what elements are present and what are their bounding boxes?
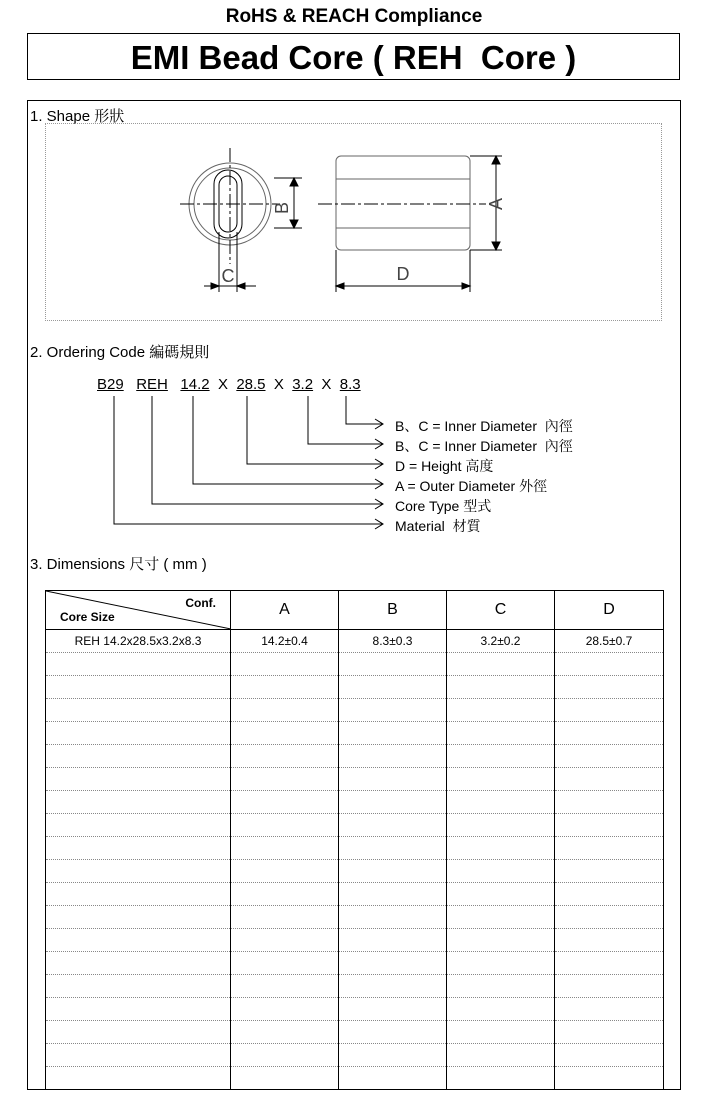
table-cell-empty (447, 929, 555, 952)
table-row (46, 630, 664, 653)
table-header-row (46, 591, 664, 630)
table-cell-empty (231, 1021, 339, 1044)
table-cell-empty (46, 722, 231, 745)
table-cell-empty (46, 906, 231, 929)
table-cell-empty (447, 745, 555, 768)
table-row-empty (46, 883, 664, 906)
code-sep-2: X (273, 376, 284, 393)
table-corner-cell (46, 591, 231, 630)
table-cell-empty (339, 860, 447, 883)
table-cell-empty (447, 768, 555, 791)
table-cell-empty (231, 745, 339, 768)
table-cell-empty (339, 745, 447, 768)
table-cell-empty (46, 883, 231, 906)
table-cell-empty (447, 1067, 555, 1090)
header-c: C (447, 591, 555, 630)
table-cell-empty (231, 676, 339, 699)
table-cell-empty (46, 952, 231, 975)
table-row-empty (46, 676, 664, 699)
table-row-empty (46, 975, 664, 998)
table-cell-empty (339, 814, 447, 837)
corner-conf-label: Conf. (185, 596, 216, 610)
table-cell-empty (555, 745, 664, 768)
table-cell-empty (339, 722, 447, 745)
table-row-empty (46, 699, 664, 722)
corner-size-label: Core Size (60, 610, 115, 624)
table-row-empty (46, 791, 664, 814)
legend-outer-diameter: A = Outer Diameter 外徑 (395, 478, 548, 494)
table-cell-empty (447, 791, 555, 814)
table-cell: REH 14.2x28.5x3.2x8.3 (46, 630, 231, 653)
document-title: EMI Bead Core ( REH Core ) (130, 39, 577, 76)
table-cell-empty (46, 745, 231, 768)
table-cell-empty (231, 814, 339, 837)
legend-core-type: Core Type 型式 (395, 498, 492, 514)
table-cell-empty (555, 883, 664, 906)
table-row-empty (46, 998, 664, 1021)
table-cell-empty (231, 929, 339, 952)
table-cell-empty (555, 837, 664, 860)
table-cell-empty (447, 653, 555, 676)
dim-label-d: D (396, 264, 410, 284)
table-cell-empty (339, 975, 447, 998)
table-row-empty (46, 745, 664, 768)
table-cell-empty (46, 837, 231, 860)
table-cell-empty (231, 722, 339, 745)
table-row-empty (46, 952, 664, 975)
table-cell-empty (447, 906, 555, 929)
table-cell-empty (339, 653, 447, 676)
table-cell-empty (339, 837, 447, 860)
table-cell-empty (555, 699, 664, 722)
table-cell-empty (339, 929, 447, 952)
table-cell-empty (339, 952, 447, 975)
table-cell-empty (231, 883, 339, 906)
table-cell-empty (231, 768, 339, 791)
section-shape-heading: 1. Shape 形狀 (30, 108, 125, 125)
table-cell-empty (339, 1021, 447, 1044)
table-cell-empty (231, 860, 339, 883)
table-cell-empty (339, 676, 447, 699)
table-cell-empty (555, 1021, 664, 1044)
dim-label-b: B (272, 201, 292, 215)
table-cell-empty (46, 860, 231, 883)
table-cell-empty (339, 1067, 447, 1090)
section-dimensions-heading: 3. Dimensions 尺寸 ( mm ) (30, 556, 207, 573)
table-row-empty (46, 837, 664, 860)
table-cell-empty (339, 768, 447, 791)
table-cell-empty (555, 768, 664, 791)
table-cell-empty (555, 653, 664, 676)
table-cell-empty (555, 906, 664, 929)
table-cell-empty (447, 814, 555, 837)
table-cell-empty (447, 722, 555, 745)
table-cell: 28.5±0.7 (555, 630, 664, 653)
table-cell-empty (447, 1021, 555, 1044)
table-row-empty (46, 653, 664, 676)
table-cell-empty (447, 883, 555, 906)
header-b: B (339, 591, 447, 630)
code-a: 14.2 (180, 376, 210, 393)
legend-inner-diameter-2: B、C = Inner Diameter 內徑 (395, 438, 573, 454)
table-row-empty (46, 860, 664, 883)
compliance-heading: RoHS & REACH Compliance (225, 6, 483, 27)
table-cell-empty (46, 975, 231, 998)
table-cell-empty (231, 699, 339, 722)
table-cell-empty (447, 699, 555, 722)
table-cell-empty (555, 722, 664, 745)
table-cell-empty (555, 676, 664, 699)
code-b: 8.3 (339, 376, 361, 393)
table-cell-empty (447, 952, 555, 975)
table-cell: 3.2±0.2 (447, 630, 555, 653)
code-d: 28.5 (236, 376, 266, 393)
ordering-leader-lines (0, 0, 701, 540)
section-ordering-heading: 2. Ordering Code 編碼規則 (30, 344, 210, 361)
table-cell: 8.3±0.3 (339, 630, 447, 653)
table-row-empty (46, 1021, 664, 1044)
table-cell-empty (339, 791, 447, 814)
dim-label-c: C (221, 266, 235, 286)
table-cell-empty (231, 906, 339, 929)
table-cell-empty (339, 883, 447, 906)
table-cell-empty (555, 1067, 664, 1090)
table-cell-empty (231, 952, 339, 975)
legend-inner-diameter-1: B、C = Inner Diameter 內徑 (395, 418, 573, 434)
table-cell-empty (555, 975, 664, 998)
table-cell-empty (447, 975, 555, 998)
table-cell-empty (339, 906, 447, 929)
table-cell-empty (555, 998, 664, 1021)
table-cell-empty (231, 998, 339, 1021)
table-cell-empty (231, 837, 339, 860)
table-cell-empty (447, 998, 555, 1021)
table-cell-empty (46, 929, 231, 952)
table-cell-empty (231, 1044, 339, 1067)
table-row-empty (46, 929, 664, 952)
table-cell-empty (46, 791, 231, 814)
table-cell-empty (339, 998, 447, 1021)
table-cell: 14.2±0.4 (231, 630, 339, 653)
table-row-empty (46, 722, 664, 745)
table-cell-empty (447, 860, 555, 883)
code-c: 3.2 (292, 376, 314, 393)
table-row-empty (46, 1044, 664, 1067)
table-cell-empty (339, 699, 447, 722)
table-cell-empty (46, 998, 231, 1021)
table-cell-empty (555, 814, 664, 837)
table-cell-empty (231, 653, 339, 676)
table-cell-empty (46, 814, 231, 837)
table-cell-empty (555, 952, 664, 975)
legend-material: Material 材質 (395, 518, 481, 534)
table-cell-empty (46, 653, 231, 676)
table-row-empty (46, 768, 664, 791)
table-cell-empty (339, 1044, 447, 1067)
table-cell-empty (555, 1044, 664, 1067)
table-cell-empty (231, 791, 339, 814)
table-cell-empty (555, 860, 664, 883)
table-cell-empty (46, 1044, 231, 1067)
header-a: A (231, 591, 339, 630)
table-row-empty (46, 814, 664, 837)
table-row-empty (46, 1067, 664, 1090)
table-row-empty (46, 906, 664, 929)
table-cell-empty (555, 791, 664, 814)
table-cell-empty (231, 975, 339, 998)
table-cell-empty (447, 837, 555, 860)
dim-label-a: A (486, 197, 506, 211)
dimensions-table (45, 590, 664, 1090)
code-material: B29 (97, 376, 124, 393)
table-cell-empty (447, 676, 555, 699)
table-cell-empty (46, 1067, 231, 1090)
table-cell-empty (447, 1044, 555, 1067)
code-core-type: REH (136, 376, 168, 393)
code-sep-1: X (217, 376, 228, 393)
table-cell-empty (231, 1067, 339, 1090)
table-cell-empty (46, 699, 231, 722)
table-cell-empty (555, 929, 664, 952)
table-cell-empty (46, 1021, 231, 1044)
code-sep-3: X (321, 376, 332, 393)
legend-height: D = Height 高度 (395, 458, 494, 474)
table-cell-empty (46, 768, 231, 791)
header-d: D (555, 591, 664, 630)
table-cell-empty (46, 676, 231, 699)
